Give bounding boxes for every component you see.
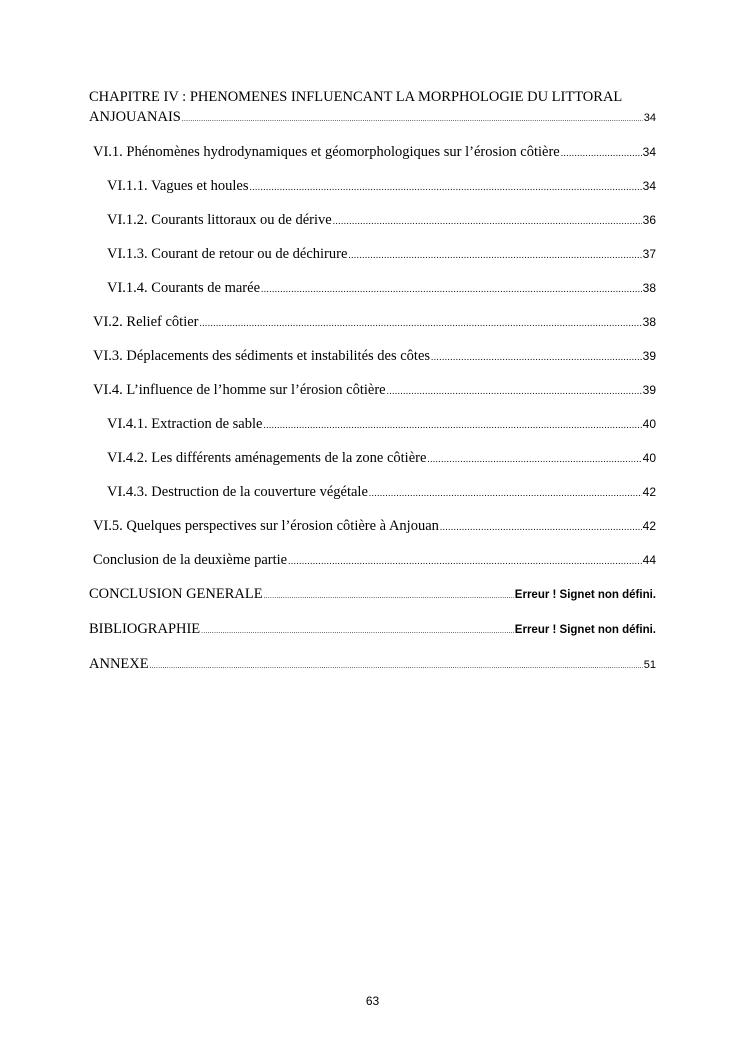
toc-entry-page: 40 (642, 451, 656, 465)
toc-entry[interactable] (89, 483, 656, 503)
toc-entry[interactable] (89, 551, 656, 571)
toc-entry-page: 39 (642, 383, 656, 397)
toc-entry[interactable] (89, 585, 656, 606)
toc-entry[interactable] (89, 313, 656, 333)
toc-leader-dots (264, 587, 514, 606)
table-of-contents (89, 86, 656, 676)
toc-entry[interactable] (89, 449, 656, 469)
toc-entry-page: Erreur ! Signet non défini. (514, 589, 656, 601)
toc-leader-dots (250, 178, 642, 197)
toc-leader-dots (440, 518, 642, 537)
toc-entry-page: 36 (642, 213, 656, 227)
toc-leader-dots (150, 657, 643, 676)
toc-entry-label: BIBLIOGRAPHIE (89, 621, 201, 637)
toc-entry-page: 34 (642, 145, 656, 159)
toc-leader-dots (427, 450, 641, 469)
toc-entry-label: VI.1.4. Courants de marée (107, 280, 261, 296)
toc-entry-label: VI.1.3. Courant de retour ou de déchirure (107, 246, 348, 262)
toc-entry-page: 37 (642, 247, 656, 261)
toc-entry[interactable] (89, 655, 656, 676)
toc-entry-page: 44 (642, 553, 656, 567)
toc-entry-label: VI.4. L’influence de l’homme sur l’érosion côtière (93, 382, 386, 398)
toc-entry[interactable] (89, 177, 656, 197)
toc-entry-label: VI.4.1. Extraction de sable (107, 416, 263, 432)
toc-leader-dots (333, 212, 642, 231)
toc-entry-page: 34 (642, 179, 656, 193)
toc-entry-label: VI.2. Relief côtier (93, 314, 199, 330)
toc-entry-label: ANJOUANAIS (89, 109, 181, 125)
toc-leader-dots (201, 622, 514, 641)
toc-leader-dots (263, 416, 641, 435)
toc-entry-page: 39 (642, 349, 656, 363)
toc-entry[interactable] (89, 381, 656, 401)
toc-entry-label: VI.3. Déplacements des sédiments et instabilités des côtes (93, 348, 431, 364)
toc-entry-page: 51 (643, 659, 656, 671)
toc-entry-page: Erreur ! Signet non défini. (514, 624, 656, 636)
toc-leader-dots (431, 348, 642, 367)
toc-entry[interactable] (89, 211, 656, 231)
toc-entry-page: 38 (642, 281, 656, 295)
toc-entry-label: VI.1. Phénomènes hydrodynamiques et géomorphologiques sur l’érosion côtière (93, 144, 560, 160)
toc-leader-dots (348, 246, 641, 265)
toc-entry[interactable] (89, 347, 656, 367)
toc-entry-page: 40 (642, 417, 656, 431)
toc-entry-label: VI.4.3. Destruction de la couverture végétale (107, 484, 368, 500)
toc-entry-page: 38 (642, 315, 656, 329)
page-number: 63 (365, 994, 380, 1008)
toc-entry-label: CONCLUSION GENERALE (89, 586, 263, 602)
toc-entry[interactable] (89, 415, 656, 435)
toc-entry-label: VI.4.2. Les différents aménagements de la zone côtière (107, 450, 427, 466)
toc-entry-label: ANNEXE (89, 656, 149, 672)
toc-entry[interactable] (89, 279, 656, 299)
toc-leader-dots (261, 280, 642, 299)
toc-entry-label: VI.1.1. Vagues et houles (107, 178, 249, 194)
toc-leader-dots (200, 314, 642, 333)
toc-leader-dots (369, 484, 642, 503)
toc-entry-label: VI.1.2. Courants littoraux ou de dérive (107, 212, 332, 228)
toc-entry[interactable] (89, 620, 656, 641)
toc-entry-page: 34 (643, 112, 656, 124)
toc-entry[interactable] (89, 517, 656, 537)
toc-entry[interactable] (89, 143, 656, 163)
toc-entry-chapter[interactable] (89, 108, 656, 129)
toc-entry-label: VI.5. Quelques perspectives sur l’érosion côtière à Anjouan (93, 518, 439, 534)
toc-leader-dots (182, 110, 643, 129)
toc-chapter-title: CHAPITRE IV : PHENOMENES INFLUENCANT LA MORPHOLOGIE DU LITTORAL (89, 89, 623, 105)
toc-leader-dots (288, 552, 642, 571)
toc-leader-dots (561, 144, 642, 163)
toc-entry[interactable] (89, 245, 656, 265)
toc-leader-dots (387, 382, 642, 401)
toc-entry-page: 42 (642, 519, 656, 533)
toc-entry-label: Conclusion de la deuxième partie (93, 552, 288, 568)
toc-entry-page: 42 (642, 485, 656, 499)
